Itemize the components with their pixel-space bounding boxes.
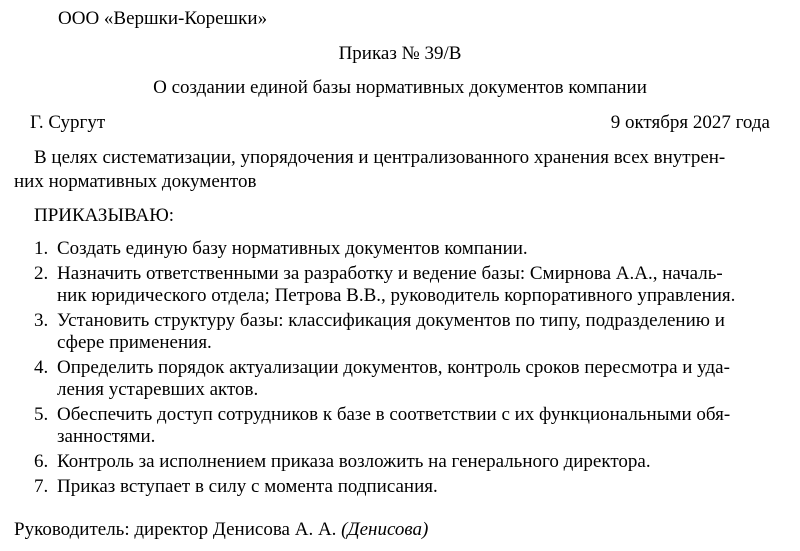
- item-number: 4.: [34, 357, 49, 378]
- item-text-line: ления устаревших актов.: [57, 379, 259, 400]
- item-text-line: Установить структуру базы: классификация документов по типу, подразделению и: [57, 310, 725, 331]
- item-text-line: Создать единую базу нормативных документов компании.: [57, 238, 528, 259]
- item-number: 2.: [34, 263, 49, 284]
- order-item: [34, 451, 794, 473]
- preamble-line-2: них нормативных документов: [14, 171, 257, 192]
- order-items-list: [34, 238, 794, 501]
- order-number: Приказ № 39/В: [338, 43, 462, 64]
- signature-block: [14, 519, 428, 541]
- order-item: [34, 476, 794, 498]
- item-text-line: сфере применения.: [57, 332, 212, 353]
- item-text-line: Определить порядок актуализации документов, контроль сроков пересмотра и уда-: [57, 357, 730, 378]
- order-item: [34, 263, 794, 307]
- signature-name: (Денисова): [341, 519, 429, 540]
- item-text-line: ник юридического отдела; Петрова В.В., руководитель корпоративного управления.: [57, 285, 736, 306]
- signature-label: Руководитель: директор Денисова А. А.: [14, 519, 337, 540]
- item-number: 7.: [34, 476, 49, 497]
- item-text-line: Контроль за исполнением приказа возложить на генерального директора.: [57, 451, 651, 472]
- order-word: ПРИКАЗЫВАЮ:: [34, 205, 175, 226]
- order-item: [34, 357, 794, 401]
- city: Г. Сургут: [30, 112, 106, 133]
- item-number: 6.: [34, 451, 49, 472]
- order-item: [34, 238, 794, 260]
- preamble-line-1: В целях систематизации, упорядочения и централизованного хранения всех внутрен-: [34, 147, 726, 168]
- item-number: 5.: [34, 404, 49, 425]
- item-text-line: Назначить ответственными за разработку и ведение базы: Смирнова А.А., началь-: [57, 263, 723, 284]
- item-text-line: занностями.: [57, 426, 156, 447]
- company-name: ООО «Вершки-Корешки»: [58, 8, 268, 29]
- order-title: О создании единой базы нормативных документов компании: [153, 77, 647, 98]
- item-text-line: Приказ вступает в силу с момента подписания.: [57, 476, 438, 497]
- item-number: 1.: [34, 238, 49, 259]
- item-number: 3.: [34, 310, 49, 331]
- order-item: [34, 404, 794, 448]
- item-text-line: Обеспечить доступ сотрудников к базе в соответствии с их функциональными обя-: [57, 404, 731, 425]
- order-item: [34, 310, 794, 354]
- order-date: 9 октября 2027 года: [610, 112, 770, 133]
